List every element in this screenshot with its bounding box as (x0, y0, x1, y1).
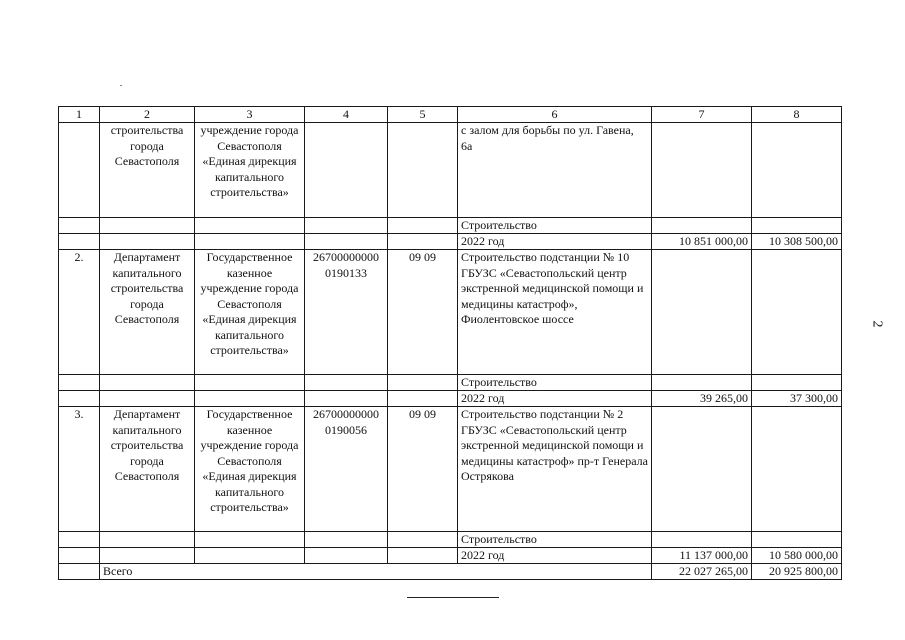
amount-col7: 39 265,00 (652, 391, 752, 407)
header-col-7: 7 (652, 107, 752, 123)
end-rule (407, 597, 499, 598)
header-col-6: 6 (458, 107, 652, 123)
total-label: Всего (100, 564, 652, 580)
amount-col7: 11 137 000,00 (652, 548, 752, 564)
year-row (59, 234, 842, 250)
budget-table (58, 106, 842, 580)
year-cell: 2022 год (458, 391, 652, 407)
executor-cell: учреждение города Севастополя «Единая дирекция капитального строительства» (195, 123, 305, 218)
section-cell: 09 09 (388, 250, 458, 375)
header-col-1: 1 (59, 107, 100, 123)
header-row (59, 107, 842, 123)
year-cell: 2022 год (458, 234, 652, 250)
total-row (59, 564, 842, 580)
customer-cell: Департамент капитального строительства города Севастополя (100, 250, 195, 375)
stage-cell: Строительство (458, 218, 652, 234)
object-cell: Строительство подстанции № 10 ГБУЗС «Севастопольский центр экстренной медицинской помощи и медицины катастроф», Фиолентовское шоссе (458, 250, 652, 375)
page-number: 2 (869, 320, 885, 328)
scan-speck (120, 85, 122, 86)
section-cell: 09 09 (388, 407, 458, 532)
stage-row (59, 375, 842, 391)
amount-col7: 10 851 000,00 (652, 234, 752, 250)
customer-cell: строительства города Севастополя (100, 123, 195, 218)
stage-row (59, 218, 842, 234)
row-number: 3. (59, 407, 100, 532)
table-row (59, 407, 842, 532)
object-cell: Строительство подстанции № 2 ГБУЗС «Севастопольский центр экстренной медицинской помощи и медицины катастроф» пр-т Генерала Острякова (458, 407, 652, 532)
amount-col8: 10 308 500,00 (752, 234, 842, 250)
amount-col8: 37 300,00 (752, 391, 842, 407)
header-col-3: 3 (195, 107, 305, 123)
header-col-5: 5 (388, 107, 458, 123)
executor-cell: Государственное казенное учреждение города Севастополя «Единая дирекция капитального строительства» (195, 250, 305, 375)
amount-col8: 10 580 000,00 (752, 548, 842, 564)
header-col-2: 2 (100, 107, 195, 123)
code-cell: 26700000000 0190056 (305, 407, 388, 532)
code-cell: 26700000000 0190133 (305, 250, 388, 375)
year-row (59, 548, 842, 564)
year-cell: 2022 год (458, 548, 652, 564)
executor-cell: Государственное казенное учреждение города Севастополя «Единая дирекция капитального строительства» (195, 407, 305, 532)
total-col7: 22 027 265,00 (652, 564, 752, 580)
row-number: 2. (59, 250, 100, 375)
continuation-row (59, 123, 842, 218)
stage-cell: Строительство (458, 532, 652, 548)
year-row (59, 391, 842, 407)
header-col-8: 8 (752, 107, 842, 123)
customer-cell: Департамент капитального строительства города Севастополя (100, 407, 195, 532)
table-row (59, 250, 842, 375)
total-col8: 20 925 800,00 (752, 564, 842, 580)
header-col-4: 4 (305, 107, 388, 123)
stage-row (59, 532, 842, 548)
object-cell: с залом для борьбы по ул. Гавена, 6а (458, 123, 652, 218)
stage-cell: Строительство (458, 375, 652, 391)
